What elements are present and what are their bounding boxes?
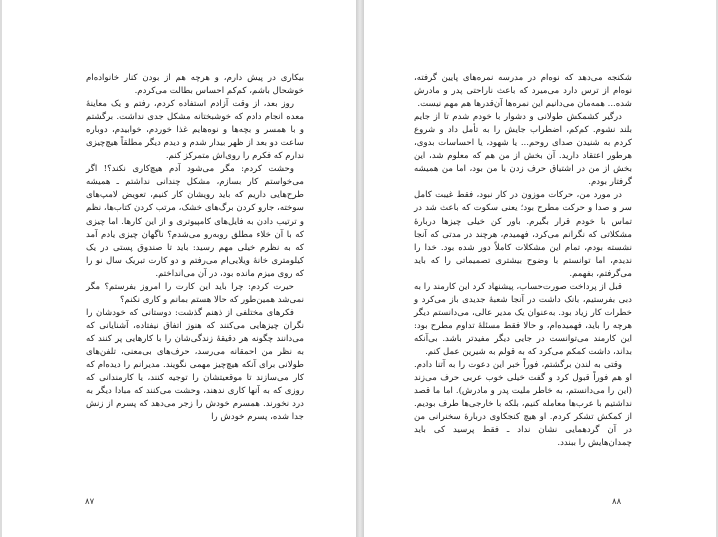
paragraph: در مورد من، حرکات موزون در کار نبود، فقط غیبت کامل سر و صدا و حرکت مطرح بود؛ یعنی سکوت که باعث شد در تماس با خودم قرار بگیرم. باور کن خیلی چیزها دربارهٔ مشکلاتی که نگرانم می‌کرد، فهمیدم، هرچند در مدتی که آنجا نشسته بودم، تمام این مشکلات کاملاً دور شده بود. خدا را ندیدم، اما توانستم با وضوح بیشتری تصمیماتی را که باید می‌گرفتم، بفهمم. [414, 190, 632, 279]
paragraph: روز بعد، از وقت آزادم استفاده کردم، رفتم و یک معاینهٔ معده انجام دادم که خوشبختانه مشکل جدی نداشت. برگشتم و با همسر و بچه‌ها و نوه‌هایم غذا خوردم، خوابیدم، دوباره ساعت دو بعد از ظهر بیدار شدم و دیدم دیگر مطلقاً هیچ‌چیزی ندارم که فکرم را روی‌اش متمرکز کنم. [86, 99, 304, 162]
book-gutter [356, 0, 364, 537]
paragraph: بیکاری در پیش دارم، و هرچه هم از بودن کنار خانواده‌ام خوشحال باشم، کم‌کم احساس بطالت می‌کردم. [86, 73, 304, 97]
page-number: ۸۷ [85, 497, 95, 507]
paragraph: وحشت کردم: مگر می‌شود آدم هیچ‌کاری نکند؟! اگر می‌خواستم کار بسازم، مشکل چندانی نداشتم ـ همیشه طرح‌هایی داریم که باید رویشان کار کنیم، تعویض لامپ‌های سوخته، جارو کردن برگ‌های خشک، مرتب کردن کتاب‌ها، نظم و ترتیب دادن به فایل‌های کامپیوتری و از این کارها. اما چیزی که با آن خلاء مطلق روبه‌رو می‌شدم؟ ناگهان چیزی یادم آمد که به نظرم خیلی مهم رسید: باید تا صندوق پستی در یک کیلومتری خانهٔ ویلایی‌ام می‌رفتم و دو کارت تبریک سال نو را که روی میزم مانده بود، در آن می‌انداختم. [86, 164, 304, 279]
paragraph: شکنجه می‌دهد که نوه‌ام در مدرسه نمره‌های پایین گرفته، نوه‌ام از ترس دارد می‌میرد که باعث ناراحتی پدر و مادرش شده... همه‌مان می‌دانیم این نمره‌ها آن‌قدرها هم مهم نیست. [414, 73, 632, 110]
left-page [2, 0, 356, 537]
right-page [364, 0, 716, 537]
left-page-text [86, 72, 304, 424]
page-number: ۸۸ [612, 497, 622, 507]
right-page-text [414, 72, 632, 450]
paragraph: قبل از پرداخت صورت‌حساب، پیشنهاد کرد این کارمند را به دبی بفرستیم، بانک داشت در آنجا شعبهٔ جدیدی باز می‌کرد و خطرات کار زیاد بود. به‌عنوان یک مدیر عالی، می‌دانستم دیگر هرچه را باید، فهمیده‌ام، و حالا فقط مسئلهٔ تداوم مطرح بود: این کارمند می‌توانست در جایی دیگر مفیدتر باشد. بی‌آنکه بداند، داشت کمکم می‌کرد که به قولم به شیرین عمل کنم. [414, 281, 632, 357]
paragraph: وقتی به لندن برگشتم، فوراً خبر این دعوت را به آتنا دادم. او هم فوراً قبول کرد و گفت خیلی خوب عربی حرف می‌زند (این را می‌دانستم، به خاطر ملیت پدر و مادرش). اما ما قصد نداشتیم با عرب‌ها معامله کنیم، بلکه با خارجی‌ها طرف بودیم. از کمکش تشکر کردم. او هیچ کنجکاوی دربارهٔ سخنرانی من در آن گردهمایی نشان نداد ـ فقط پرسید کی باید چمدان‌هایش را ببندد. [414, 360, 632, 449]
paragraph: حیرت کردم: چرا باید این کارت را امروز بفرستم؟ مگر نمی‌شد همین‌طور که حالا هستم بمانم و کاری نکنم؟ [86, 281, 304, 305]
paragraph: فکرهای مختلفی از ذهنم گذشت: دوستانی که خودشان را نگران چیزهایی می‌کنند که هنوز اتفاق نیفتاده، آشنایانی که می‌دانند چگونه هر دقیقهٔ زندگی‌شان را با کارهایی پر کنند که به نظر من احمقانه می‌رسد، حرف‌های بی‌معنی، تلفن‌های طولانی برای آنکه هیچ‌چیز مهمی نگویند. مدیرانم را دیده‌ام که کار می‌سازند تا موقعیتشان را توجیه کنند، یا کارمندانی که روزی که به آنها کاری ندهند، وحشت می‌کنند که مبادا دیگر به درد نخورند. همسرم خودش را زجر می‌دهد که پسرم از زنش جدا شده، پسرم خودش را [86, 307, 304, 423]
paragraph: درگیر کشمکش طولانی و دشوار با خودم شدم تا از جایم بلند نشوم. کم‌کم، اضطراب جایش را به تأمل داد و شروع کردم به شنیدن صدای روحم... یا شهود، یا احساسات بدوی، هرطور اعتقاد دارید. آن بخش از من هم که معلوم شد، این بخش از من در اشتیاق حرف زدن با من بود، اما من همیشه گرفتار بودم. [414, 112, 632, 188]
